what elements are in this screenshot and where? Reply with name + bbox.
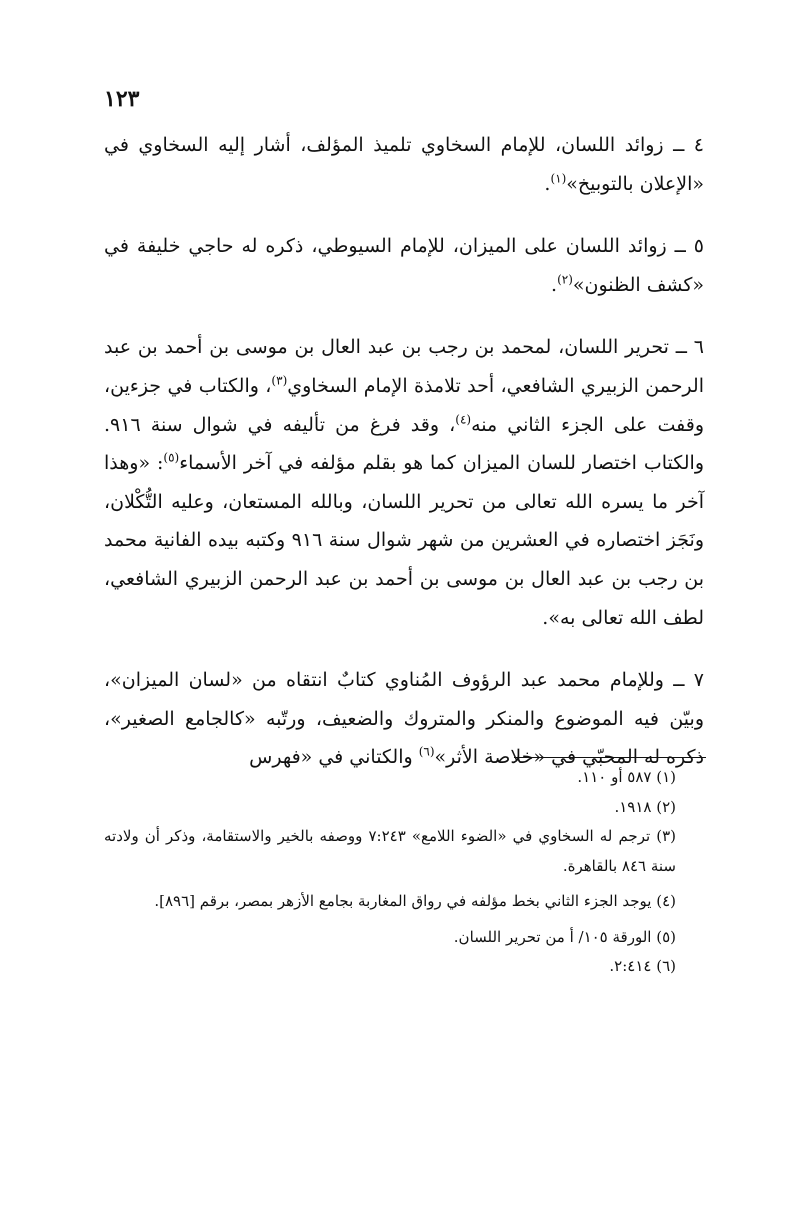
- page-number: ١٢٣: [104, 86, 140, 112]
- paragraph-6-text-b: ، والكتاب في جزءين، وقفت على الجزء الثاني منه: [104, 374, 704, 436]
- paragraph-4-end: .: [544, 172, 551, 195]
- footnote-4: (٤) يوجد الجزء الثاني بخط مؤلفه في رواق المغاربة بجامع الأزهر بمصر، برقم [٨٩٦].: [154, 892, 676, 910]
- paragraph-4: [104, 126, 704, 203]
- paragraph-5: [104, 227, 704, 304]
- footnote-ref-4: (٤): [455, 412, 472, 427]
- footnote-2: (٢) ١٩١٨.: [614, 797, 676, 816]
- footnote-6: (٦) ٢:٤١٤.: [609, 957, 676, 975]
- paragraph-6-text-a: ٦ ــ تحرير اللسان، لمحمد بن رجب بن عبد العال بن موسى بن أحمد بن عبد الرحمن الزبيري الشافعي، أحد تلامذة الإمام السخاوي: [104, 336, 704, 397]
- paragraph-7: [104, 661, 704, 777]
- footnote-ref-6: (٦): [418, 744, 435, 759]
- paragraph-6-text-d: : «وهذا آخر ما يسره الله تعالى من تحرير اللسان، وبالله المستعان، وعليه التُّكْلان، ونَجَز اختصاره في العشرين من شهر شوال سنة ٩١٦ وكتبه بيده الفانية محمد بن رجب بن عبد العال بن موسى بن أحمد بن عبد الرحمن الزبيري الشافعي، لطف الله تعالى به».: [104, 452, 704, 629]
- paragraph-4-text: ٤ ــ زوائد اللسان، للإمام السخاوي تلميذ المؤلف، أشار إليه السخاوي في «الإعلان بالتوبيخ»: [104, 134, 704, 195]
- footnote-ref-1: (١): [550, 171, 567, 186]
- footnote-ref-2: (٢): [557, 272, 573, 287]
- paragraph-6-text-c: ، وقد فرغ من تأليفه في شوال سنة ٩١٦. والكتاب اختصار للسان الميزان كما هو بقلم مؤلفه في آخر الأسماء: [104, 413, 705, 475]
- paragraph-7-text-a: ٧ ــ وللإمام محمد عبد الرؤوف المُناوي كتابٌ انتقاه من «لسان الميزان»، وبيّن فيه الموضوع والمنكر والمتروك والضعيف، ورتّبه «كالجامع الصغير»، ذكره له المحبّي في «خلاصة الأثر»: [104, 669, 704, 769]
- footnote-ref-3: (٣): [271, 373, 288, 388]
- footnote-separator: [514, 757, 706, 758]
- paragraph-5-text: ٥ ــ زوائد اللسان على الميزان، للإمام السيوطي، ذكره له حاجي خليفة في «كشف الظنون»: [104, 235, 704, 296]
- main-text: [104, 126, 704, 801]
- footnote-1: (١) ٥٨٧ أو ١١٠.: [577, 768, 676, 786]
- paragraph-5-end: .: [551, 273, 558, 296]
- paragraph-6: [104, 328, 704, 637]
- paragraph-7-text-b: والكتاني في «فهرس: [249, 746, 419, 769]
- footnote-ref-5: (٥): [163, 450, 180, 465]
- footnote-3: (٣) ترجم له السخاوي في «الضوء اللامع» ٧:٢٤٣ ووصفه بالخير والاستقامة، وذكر أن ولادته سنة ٨٤٦ بالقاهرة.: [104, 827, 677, 875]
- footnotes: [104, 763, 704, 982]
- footnote-5: (٥) الورقة ١٠٥/ أ من تحرير اللسان.: [453, 927, 676, 946]
